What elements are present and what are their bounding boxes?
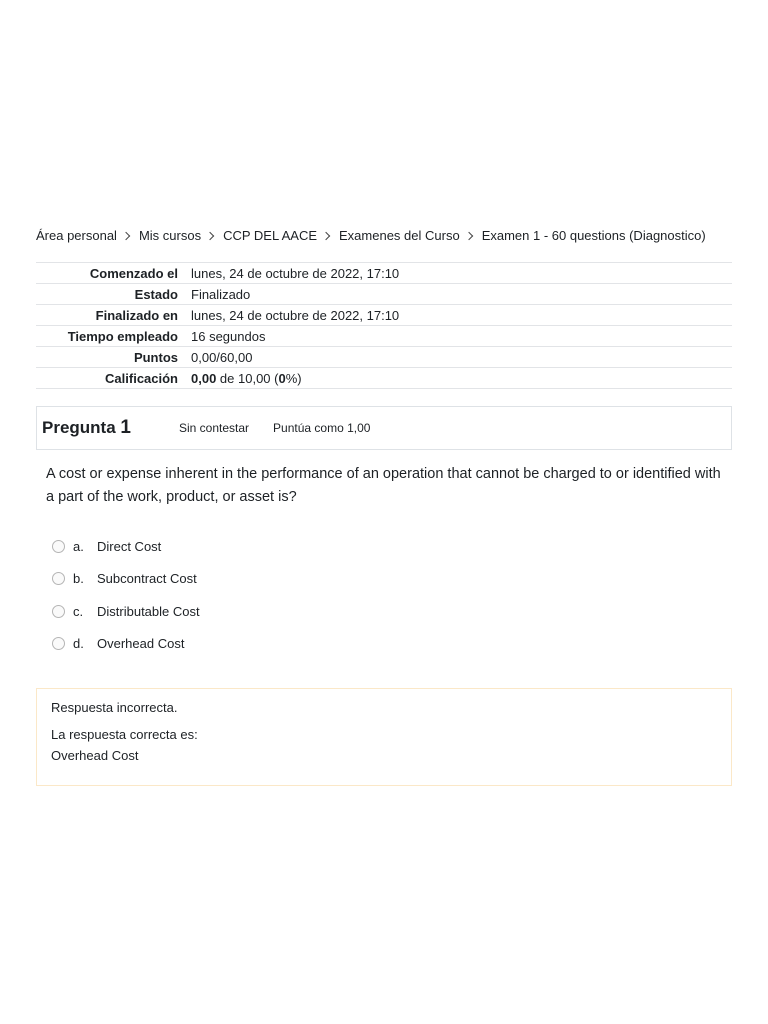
summary-row-state [36, 284, 732, 305]
breadcrumb [36, 228, 736, 243]
question-number-value: 1 [120, 417, 131, 438]
feedback-result: Respuesta incorrecta. [51, 700, 178, 715]
summary-row-started [36, 263, 732, 284]
answer-options [52, 530, 200, 660]
option-label: Subcontract Cost [97, 571, 197, 587]
breadcrumb-section[interactable]: Examenes del Curso [339, 228, 460, 243]
attempt-summary-table [36, 262, 732, 389]
chevron-right-icon [206, 231, 214, 239]
option-letter: c. [73, 603, 84, 619]
question-text: A cost or expense inherent in the performance of an operation that cannot be charged to or identified with a part of the work, product, or asset is? [46, 466, 721, 505]
radio-button[interactable] [52, 572, 65, 585]
summary-value [191, 368, 732, 389]
summary-row-time-taken [36, 326, 732, 347]
radio-button[interactable] [52, 540, 65, 553]
summary-value: 16 segundos [191, 328, 266, 344]
answer-option-a[interactable] [52, 530, 200, 563]
summary-value: lunes, 24 de octubre de 2022, 17:10 [191, 265, 400, 281]
question-info-box [36, 406, 732, 450]
radio-button[interactable] [52, 637, 65, 650]
breadcrumb-quiz[interactable]: Examen 1 - 60 questions (Diagnostico) [481, 228, 706, 243]
option-letter: a. [73, 538, 84, 554]
radio-button[interactable] [52, 605, 65, 618]
question-state: Sin contestar [179, 421, 250, 435]
summary-label: Finalizado en [95, 307, 178, 323]
chevron-right-icon [322, 231, 330, 239]
answer-option-c[interactable] [52, 595, 200, 628]
summary-row-finished [36, 305, 732, 326]
breadcrumb-mis-cursos[interactable]: Mis cursos [138, 228, 202, 243]
summary-label: Comenzado el [89, 265, 178, 281]
summary-row-marks [36, 347, 732, 368]
feedback-box [36, 688, 732, 786]
feedback-correct-answer: Overhead Cost [51, 748, 139, 763]
answer-option-d[interactable] [52, 628, 200, 661]
chevron-right-icon [122, 231, 130, 239]
question-grade: Puntúa como 1,00 [273, 421, 371, 435]
summary-label: Puntos [133, 349, 178, 365]
summary-label: Calificación [105, 370, 178, 386]
option-label: Overhead Cost [97, 636, 185, 652]
summary-value: lunes, 24 de octubre de 2022, 17:10 [191, 307, 400, 323]
grade-percent-end: %) [285, 370, 302, 386]
answer-option-b[interactable] [52, 563, 200, 596]
option-label: Distributable Cost [97, 603, 200, 619]
chevron-right-icon [464, 231, 472, 239]
summary-value: 0,00/60,00 [191, 349, 253, 365]
summary-row-grade [36, 368, 732, 389]
option-letter: b. [73, 571, 84, 587]
breadcrumb-course[interactable]: CCP DEL AACE [223, 228, 318, 243]
grade-score: 0,00 [191, 370, 217, 386]
summary-label: Estado [134, 286, 178, 302]
question-prefix: Pregunta [42, 418, 116, 437]
summary-value: Finalizado [191, 286, 251, 302]
summary-label: Tiempo empleado [67, 328, 178, 344]
option-label: Direct Cost [97, 538, 162, 554]
feedback-correct-intro: La respuesta correcta es: [51, 727, 198, 742]
grade-percent: 0 [278, 370, 286, 386]
breadcrumb-area-personal[interactable]: Área personal [36, 228, 117, 243]
grade-out-of: de 10,00 ( [216, 370, 279, 386]
question-number [42, 417, 131, 439]
option-letter: d. [73, 636, 84, 652]
